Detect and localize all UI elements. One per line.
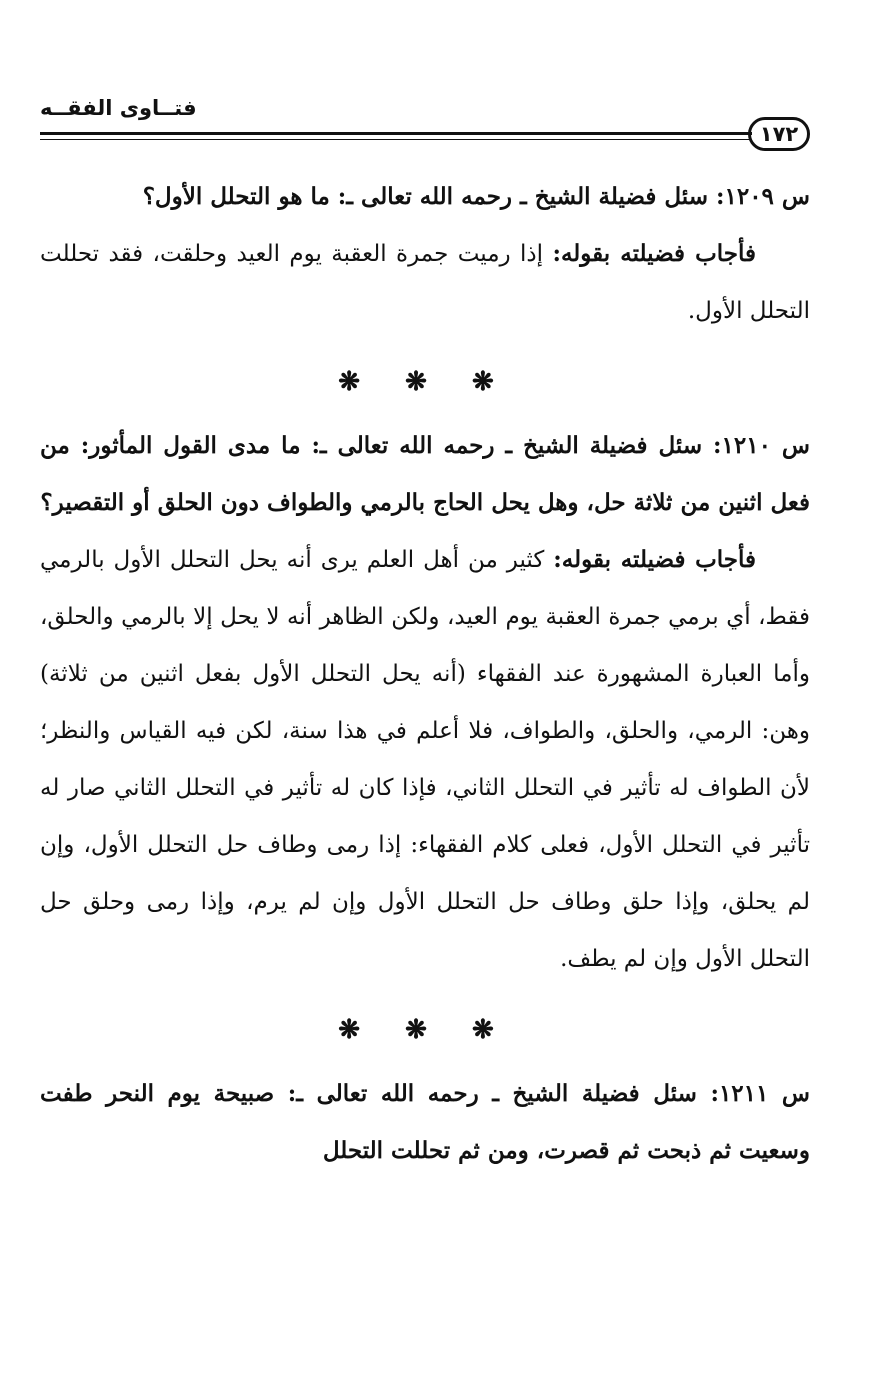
book-title: فتــاوى الفقــه bbox=[40, 96, 197, 120]
answer-1209 bbox=[40, 225, 810, 340]
question-1211 bbox=[40, 1065, 810, 1179]
question-1209 bbox=[40, 168, 810, 225]
question-number: س ١٢٠٩: bbox=[715, 183, 810, 210]
answer-1210 bbox=[40, 531, 810, 988]
answer-lead: فأجاب فضيلته بقوله: bbox=[553, 546, 756, 573]
section-separator: ❋ ❋ ❋ bbox=[338, 1015, 512, 1045]
answer-text: كثير من أهل العلم يرى أنه يحل التحلل الأول بالرمي فقط، أي برمي جمرة العقبة يوم العيد، ولكن الظاهر أنه لا يحل إلا بالرمي والحلق، وأما العبارة المشهورة عند الفقهاء (أنه يحل التحلل الأول بفعل اثنين من ثلاثة) وهن: الرمي، والحلق، والطواف، فلا أعلم في هذا سنة، لكن فيه القياس والنظر؛ لأن الطواف له تأثير في التحلل الثاني، فإذا كان له تأثير في التحلل الثاني صار له تأثير في التحلل الأول، فعلى كلام الفقهاء: إذا رمى وطاف حل التحلل الأول، وإن لم يحلق، وإذا حلق وطاف حل التحلل الأول وإن لم يرم، وإذا رمى وحلق حل التحلل الأول وإن لم يطف. bbox=[40, 547, 810, 972]
running-head bbox=[40, 96, 810, 136]
question-number: س ١٢١٠: bbox=[713, 432, 810, 459]
question-text: سئل فضيلة الشيخ ـ رحمه الله تعالى ـ: ما مدى القول المأثور: من فعل اثنين من ثلاثة حل، وهل يحل الحاج بالرمي والطواف دون الحلق أو التقصير؟ bbox=[40, 432, 810, 516]
answer-text: إذا رميت جمرة العقبة يوم العيد وحلقت، فقد تحللت التحلل الأول. bbox=[40, 241, 810, 324]
answer-lead: فأجاب فضيلته بقوله: bbox=[552, 240, 757, 267]
header-rule-thick bbox=[40, 132, 752, 135]
section-separator: ❋ ❋ ❋ bbox=[338, 367, 512, 397]
question-1210 bbox=[40, 417, 810, 531]
page-number: ١٧٢ bbox=[748, 117, 810, 151]
question-text: سئل فضيلة الشيخ ـ رحمه الله تعالى ـ: ما هو التحلل الأول؟ bbox=[142, 183, 708, 210]
header-rule-thin bbox=[40, 139, 752, 140]
page-body bbox=[40, 168, 810, 1179]
question-number: س ١٢١١: bbox=[710, 1080, 811, 1107]
question-text: سئل فضيلة الشيخ ـ رحمه الله تعالى ـ: صبيحة يوم النحر طفت وسعيت ثم ذبحت ثم قصرت، ومن ثم تحللت التحلل bbox=[40, 1080, 810, 1164]
